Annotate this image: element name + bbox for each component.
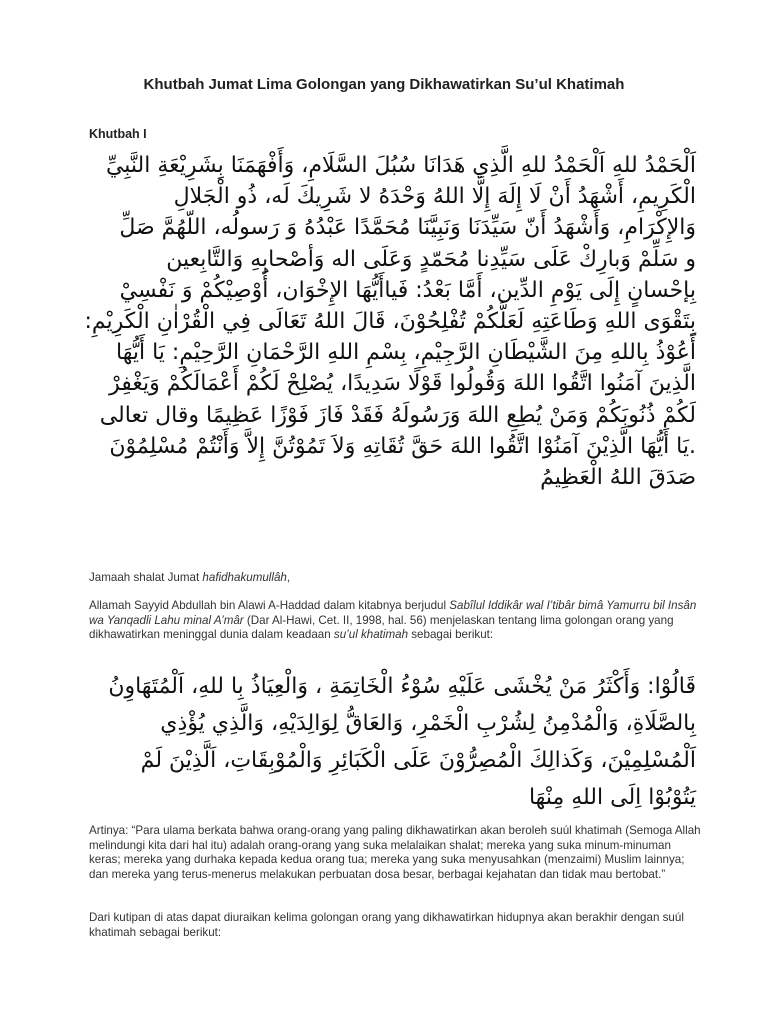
address-suffix: , <box>286 571 291 584</box>
arabic-line: و سَلِّمْ وَبارِكْ عَلَى سَيِّدِنا مُحَمّدٍ وَعَلَى اله وَأصْحابِهِ وَالتَّابِعين <box>166 246 696 272</box>
arabic-line: الَّذِينَ آمَنُوا اتَّقُوا اللهَ وَقُولُوا قَوْلًا سَدِيدًا، يُصْلِحْ لَكُمْ أَعْمَالَكُمْ وَيَغْفِرْ <box>109 371 696 397</box>
arabic-line: بِإحْسانٍ إِلَى يَوْمِ الدِّين، أَمَّا بَعْدُ: فَياأَيُّهَا الإِخْوَان، أُوْصِيْكُمْ وَ نَفْسِيْ <box>119 277 696 303</box>
source-text-2: (Dar Al-Hawi, Cet. II, 1998, hal. 56) menjelaskan tentang lima golongan orang yang dikhawatirkan meninggal dunia dalam keadaan <box>89 613 674 641</box>
arabic-line: قَالُوْا: وَأَكْثَرُ مَنْ يُخْشَى عَلَيْهِ سُوْءُ الْخَاتِمَةِ ، وَالْعِيَاذُ بِا للهِ، اَلْمُتَهَاوِنُ <box>108 674 696 699</box>
arabic-line: بِالصَّلَاةِ، وَالْمُدْمِنُ لِشُرْبِ الْخَمْرِ، وَالعَاقُّ لِوَالِدَيْهِ، وَالَّذِي يُؤْذِي <box>160 711 696 736</box>
source-text-1: Allamah Sayyid Abdullah bin Alawi A-Haddad dalam kitabnya berjudul <box>89 599 450 612</box>
arabic-line: .يَا أَيُّهَا الَّذِيْنَ آمَنُوْا اتَّقُوا اللهَ حَقَّ تُقَاتِهِ وَلاَ تَمُوْتُنَّ إِلاَّ وَأَنْتُمْ مُسْلِمُوْنَ <box>109 433 696 459</box>
address-italic: hafidhakumullâh <box>202 571 287 584</box>
arabic-quote-text <box>81 668 696 816</box>
arabic-line: صَدَقَ اللهُ الْعَظِيمُ <box>540 464 696 490</box>
arabic-line: الْكَرِيمِ، أَشْهَدُ أَنْ لَا إِلَهَ إِلَّا اللهُ وَحْدَهُ لا شَرِيكَ لَه، ذُو الْجَلالِ <box>173 184 696 210</box>
summary-text: Dari kutipan di atas dapat diuraikan kelima golongan orang yang dikhawatirkan hidupnya akan berakhir dengan suúl khatimah sebagai berikut: <box>89 911 684 939</box>
source-text-3: sebagai berikut: <box>408 628 494 641</box>
arabic-line: لَكُمْ ذُنُوبَكُمْ وَمَنْ يُطِعِ اللهَ وَرَسُولَهُ فَقَدْ فَازَ فَوْزًا عَظِيمًا وقال تعالى <box>99 402 696 428</box>
term-italic: su’ul khatimah <box>333 628 409 641</box>
arabic-line: بِتَقْوَى اللهِ وَطَاعَتِهِ لَعَلَّكُمْ تُفْلِحُوْنَ، قَالَ اللهُ تَعَالَى فِي الْقُرْاٰنِ الْكَرِيْمِ: <box>84 308 696 334</box>
book-title: Sabîlul Iddikâr wal I’tibâr bimâ Yamurru bil Insân wa Yanqadli Lahu minal A’mâr <box>89 599 697 627</box>
document-title: Khutbah Jumat Lima Golongan yang Dikhawatirkan Su’ul Khatimah <box>143 76 625 93</box>
arabic-line: اَلْحَمْدُ للهِ اَلْحَمْدُ للهِ الَّذِي هَدَانَا سُبُلَ السَّلَامِ، وَأَفْهَمَنَا بِشَرِيْعَةِ النَّبِيِّ <box>105 153 696 178</box>
arabic-line: وَالإِكْرَامِ، وَأَشْهَدُ أَنّ سَيِّدَنَا وَنَبِيَّنَا مُحَمَّدًا عَبْدُهُ وَ رَسولُه، اللّهُمَّ صَلِّ <box>119 215 696 241</box>
address-text: Jamaah shalat Jumat <box>89 571 203 584</box>
summary-paragraph <box>89 911 704 940</box>
address-paragraph <box>89 571 704 586</box>
arabic-line: أَعُوْذُ بِاللهِ مِنَ الشَّيْطَانِ الرَّجِيْمِ، بِسْمِ اللهِ الرَّحْمَانِ الرَّحِيْمِ: يَا أَيُّهَا <box>116 340 696 366</box>
translation-text: Artinya: “Para ulama berkata bahwa orang-orang yang paling dikhawatirkan akan beroleh suúl khatimah (Semoga Allah melindungi kita dari hal itu) adalah orang-orang yang suka melalaikan shalat; mereka yang suka minum-minuman keras; mereka yang durhaka kepada kedua orang tua; mereka yang suka menyusahkan (menzaimi) Muslim lainnya; dan mereka yang terus-menerus melakukan perbuatan dosa besar, berbagai kejahatan dan tidak mau bertobat.” <box>89 824 701 881</box>
arabic-opening-text <box>81 150 696 493</box>
source-paragraph <box>89 599 704 643</box>
arabic-line: اَلْمُسْلِمِيْنَ، وَكَذالِكَ الْمُصِرُّوْنَ عَلَى الْكَبَائِرِ وَالْمُوْبِقَاتِ، اَلَّذِيْنَ لَمْ <box>140 748 696 773</box>
arabic-line: يَتُوْبُوْا اِلَى اللهِ مِنْهَا <box>528 785 696 810</box>
section-heading: Khutbah I <box>89 127 147 141</box>
translation-paragraph <box>89 824 704 882</box>
